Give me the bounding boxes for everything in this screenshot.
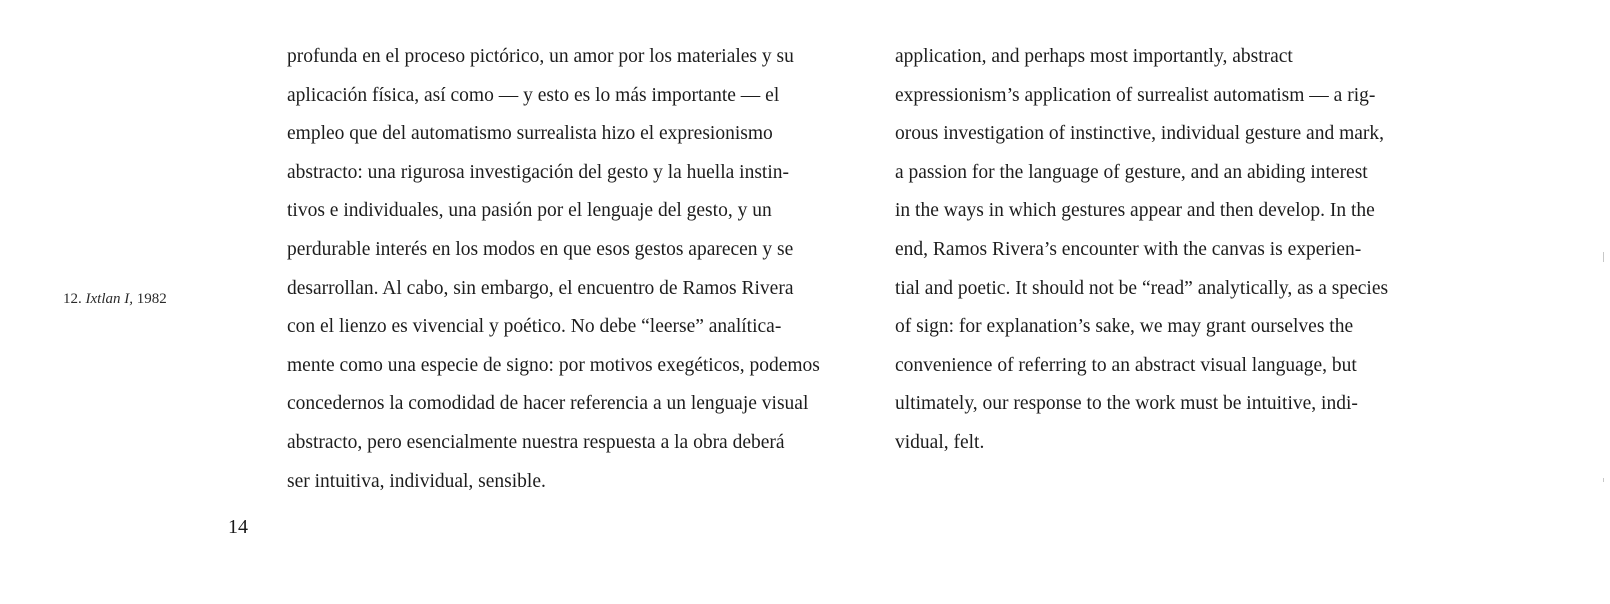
- english-line: vidual, felt.: [895, 431, 985, 453]
- english-line: application, and perhaps most importantly, abstract: [895, 46, 1293, 67]
- english-line: a passion for the language of gesture, and an abiding interest: [895, 161, 1368, 183]
- spanish-line: abstracto, pero esencialmente nuestra respuesta a la obra deberá: [287, 431, 785, 453]
- spanish-line: aplicación física, así como — y esto es lo más importante — el: [287, 84, 780, 106]
- english-line: ultimately, our response to the work must be intuitive, indi-: [895, 393, 1358, 415]
- spanish-line: profunda en el proceso pictórico, un amor por los materiales y su: [287, 46, 794, 67]
- caption-year: 1982: [136, 291, 167, 307]
- spanish-line: con el lienzo es vivencial y poético. No debe “leerse” analítica-: [287, 316, 782, 338]
- english-line: expressionism’s application of surrealist automatism — a rig-: [895, 84, 1376, 106]
- spanish-line: concedernos la comodidad de hacer referencia a un lenguaje visual: [287, 393, 809, 415]
- spanish-line: ser intuitiva, individual, sensible.: [287, 470, 546, 492]
- spanish-line: mente como una especie de signo: por motivos exegéticos, podemos: [287, 354, 820, 376]
- figure-caption: [63, 290, 167, 308]
- page-number: 14: [228, 516, 248, 538]
- english-line: tial and poetic. It should not be “read” analytically, as a species: [895, 277, 1389, 299]
- spanish-line: abstracto: una rigurosa investigación del gesto y la huella instin-: [287, 161, 789, 183]
- spanish-text-column: [287, 38, 857, 501]
- scan-edge-mark: [1603, 252, 1604, 262]
- spanish-line: perdurable interés en los modos en que esos gestos aparecen y se: [287, 238, 794, 260]
- english-line: in the ways in which gestures appear and then develop. In the: [895, 200, 1375, 222]
- spanish-line: desarrollan. Al cabo, sin embargo, el encuentro de Ramos Rivera: [287, 277, 794, 299]
- english-text-column: [895, 38, 1465, 463]
- caption-number: 12.: [63, 291, 82, 307]
- caption-title: Ixtlan I,: [85, 291, 133, 307]
- english-line: orous investigation of instinctive, individual gesture and mark,: [895, 123, 1385, 145]
- english-line: convenience of referring to an abstract visual language, but: [895, 354, 1357, 376]
- spanish-line: empleo que del automatismo surrealista hizo el expresionismo: [287, 123, 773, 145]
- english-line: end, Ramos Rivera’s encounter with the canvas is experien-: [895, 238, 1362, 260]
- english-line: of sign: for explanation’s sake, we may grant ourselves the: [895, 316, 1354, 338]
- spanish-line: tivos e individuales, una pasión por el lenguaje del gesto, y un: [287, 200, 772, 222]
- scan-edge-mark: [1603, 478, 1604, 482]
